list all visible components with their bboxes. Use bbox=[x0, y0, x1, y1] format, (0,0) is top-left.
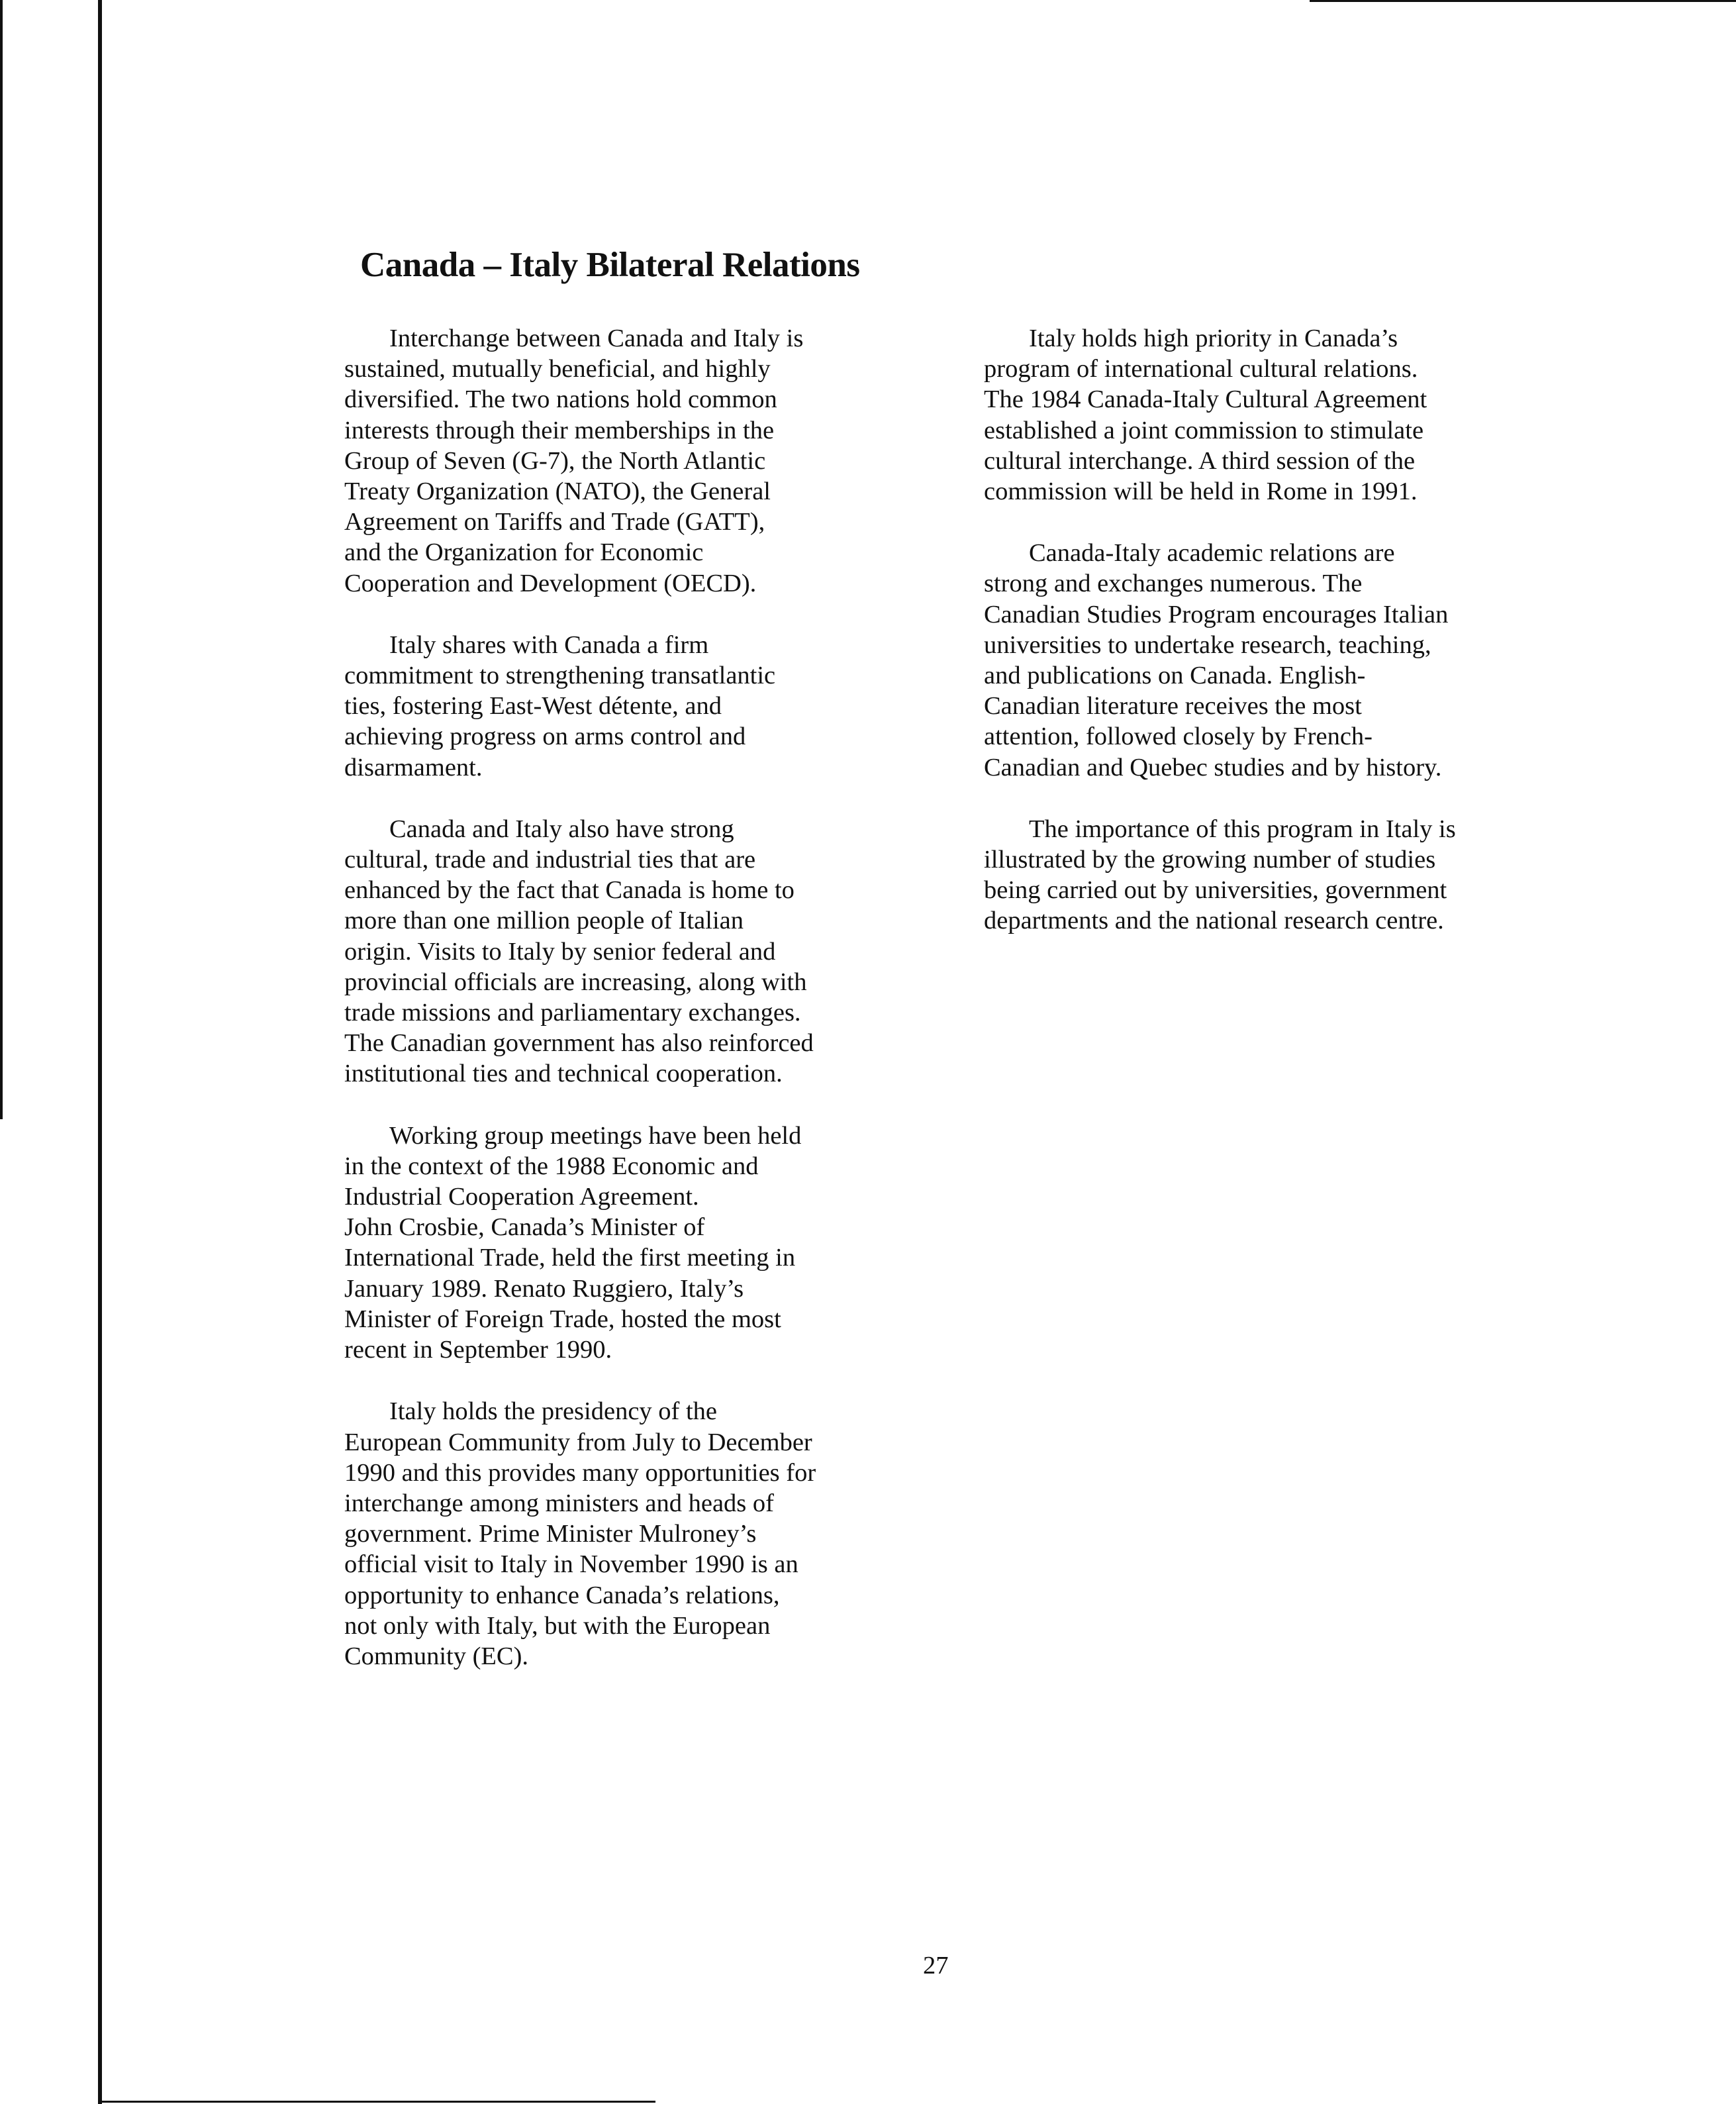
page-border-bottom bbox=[102, 2101, 655, 2103]
paragraph-cultural-relations: Italy holds high priority in Canada’s program of international cultural relations. The 1984 Canada-Italy Cultural Agreement established a joint commission to stimulate cultural interchange. A third session of the commission will be held in Rome in 1991. bbox=[984, 325, 1427, 506]
paragraph-cultural-trade-ties: Canada and Italy also have strong cultural, trade and industrial ties that are enhanced by the fact that Canada is home to more than one million people of Italian origin. Visits to Italy by senior federal and provincial officials are increasing, along with trade missions and parliamentary exchanges. The Canadian government has also reinforced institutional ties and technical cooperation. bbox=[344, 815, 814, 1088]
page-border-left bbox=[98, 0, 102, 2104]
paragraph-commitment: Italy shares with Canada a firm commitment to strengthening transatlantic ties, fostering East-West détente, and achieving progress on arms control and disarmament. bbox=[344, 630, 776, 781]
paragraph-working-group: Working group meetings have been held in the context of the 1988 Economic and Industrial Cooperation Agreement. John Crosbie, Canada’s Minister of International Trade, held the first meeting in January 1989. Renato Ruggiero, Italy’s Minister of Foreign Trade, hosted the most recent in September 1990. bbox=[344, 1121, 802, 1364]
page-number: 27 bbox=[923, 1952, 949, 1979]
scan-edge-left bbox=[0, 0, 3, 1119]
paragraph-interchange: Interchange between Canada and Italy is sustained, mutually beneficial, and highly diversified. The two nations hold common interests through their memberships in the Group of Seven (G-7), the North Atlantic Treaty Organization (NATO), the General Agreement on Tariffs and Trade (GATT), and the Organization for Economic Cooperation and Development (OECD). bbox=[344, 325, 804, 597]
paragraph-presidency: Italy holds the presidency of the European Community from July to December 1990 and this provides many opportunities for interchange among ministers and heads of government. Prime Minister Mulroney’s official visit to Italy in November 1990 is an opportunity to enhance Canada’s relations, not only with Italy, but with the European Community (EC). bbox=[344, 1397, 816, 1670]
paragraph-academic-relations: Canada-Italy academic relations are strong and exchanges numerous. The Canadian Studies Program encourages Italian universities to undertake research, teaching, and publications on Canada. English- Canadian literature receives the most attention, followed closely by French- Canadian and Quebec studies and by history. bbox=[984, 539, 1449, 781]
left-column bbox=[344, 323, 887, 1703]
paragraph-program-importance: The importance of this program in Italy is illustrated by the growing number of studies being carried out by universities, government departments and the national research centre. bbox=[984, 815, 1456, 935]
page-border-top bbox=[1310, 0, 1736, 2]
right-column bbox=[984, 323, 1527, 968]
document-title: Canada – Italy Bilateral Relations bbox=[360, 246, 860, 284]
